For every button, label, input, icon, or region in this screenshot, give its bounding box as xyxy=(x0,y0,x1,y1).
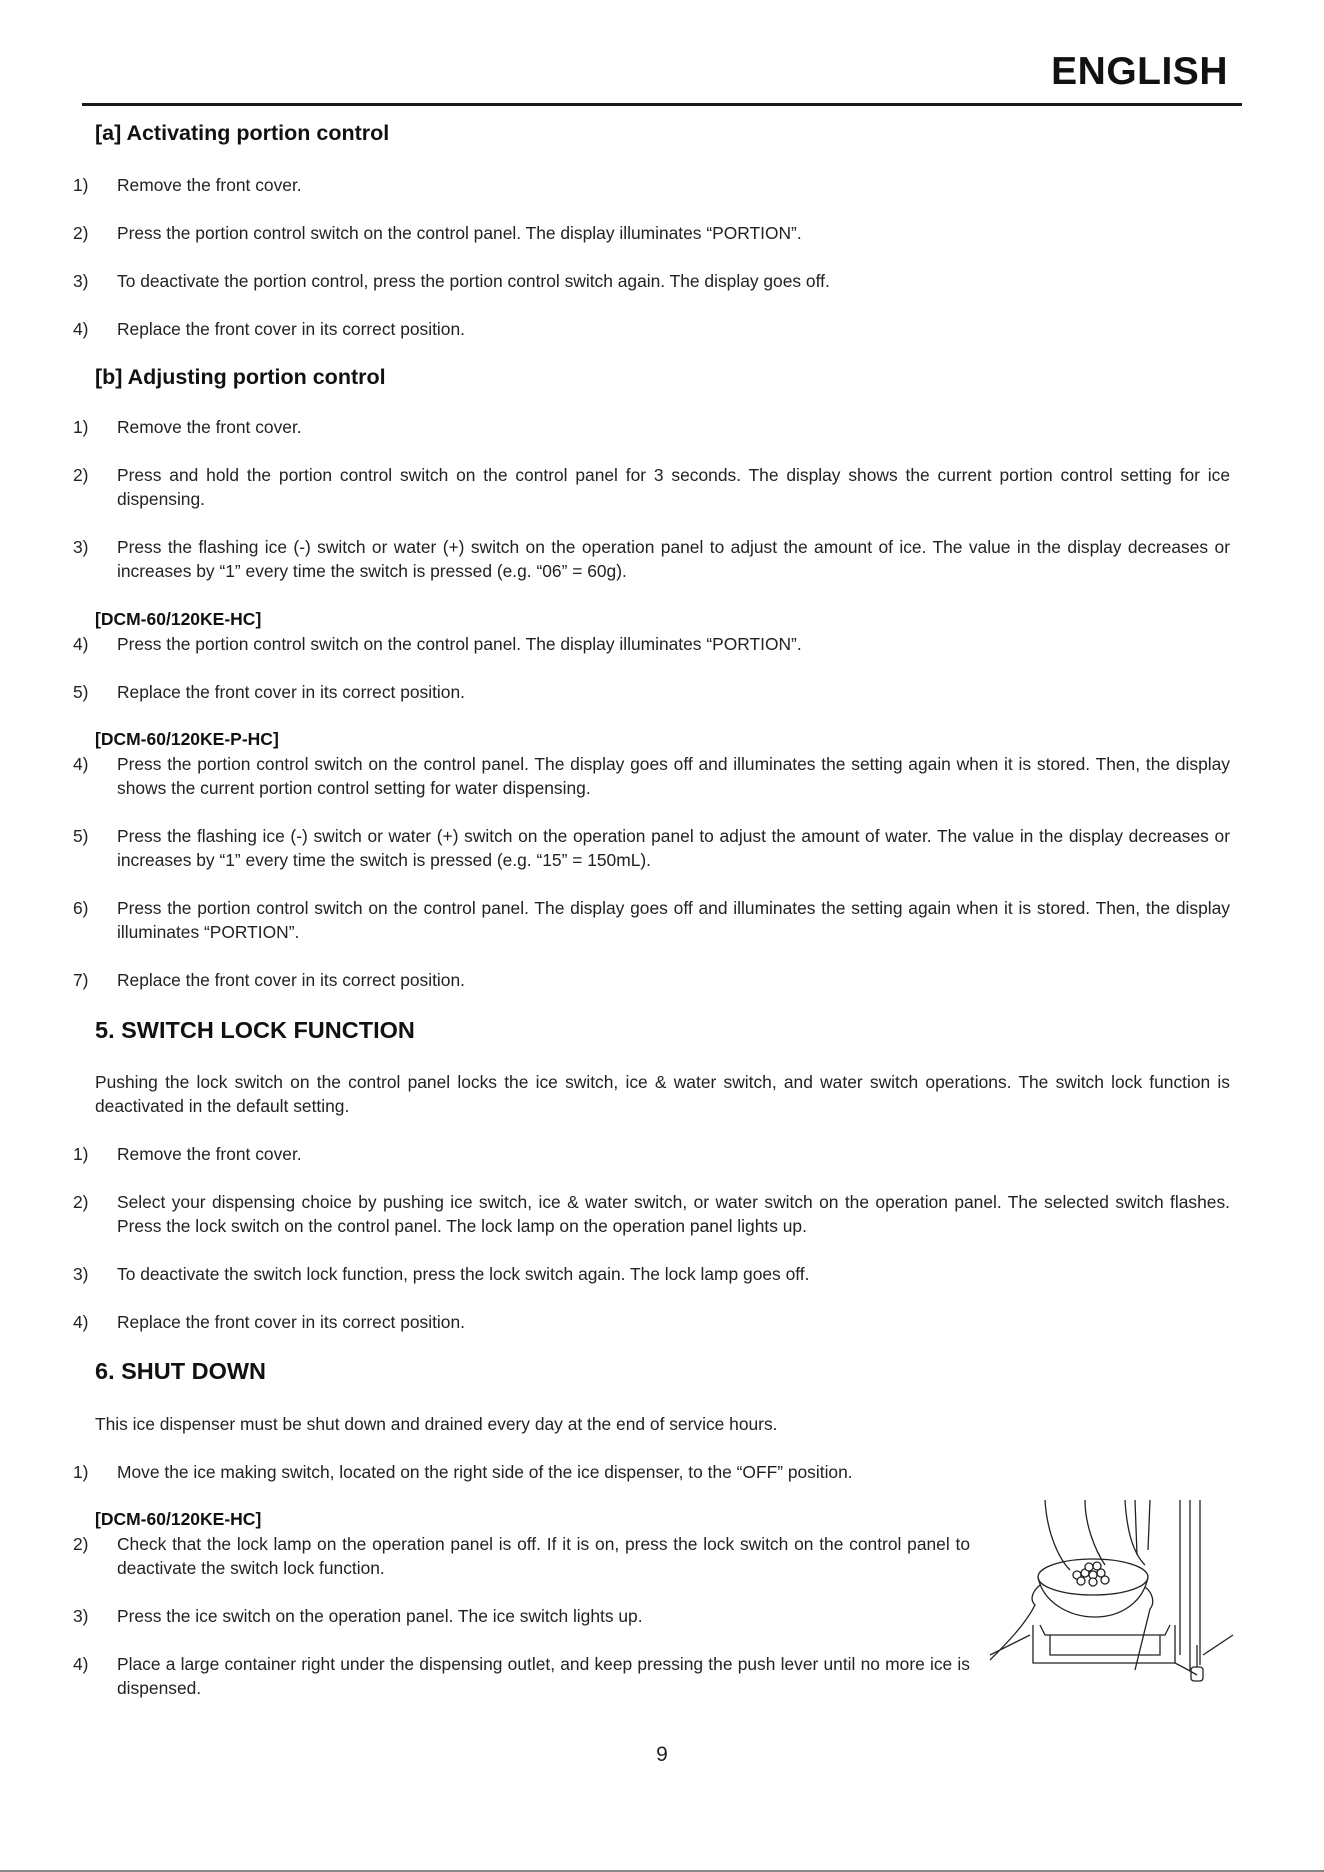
step-phc-5: 5) Press the flashing ice (-) switch or water (+) switch on the operation panel to adjust the amount of water. The value in the display decreases or increases by “1” every time the switch is pressed (e.g. “15” = 150mL). xyxy=(73,826,1230,870)
step-5-2: 2) Select your dispensing choice by pushing ice switch, ice & water switch, or water switch on the operation panel. The selected switch flashes. Press the lock switch on the control panel. The lock lamp on the operation panel lights up. xyxy=(73,1192,1230,1236)
heading-switch-lock-function: 5. SWITCH LOCK FUNCTION xyxy=(95,1017,415,1043)
step-a-2: 2) Press the portion control switch on the control panel. The display illuminates “PORTION”. xyxy=(73,223,802,243)
dispenser-container-illustration xyxy=(985,1495,1235,1735)
step-6-4: 4) Place a large container right under the dispensing outlet, and keep pressing the push lever until no more ice is dispensed. xyxy=(73,1654,970,1698)
step-phc-7: 7) Replace the front cover in its correct position. xyxy=(73,970,465,990)
header-rule xyxy=(82,103,1242,106)
model-label-hc: [DCM-60/120KE-HC] xyxy=(95,609,262,629)
step-b-1: 1) Remove the front cover. xyxy=(73,417,302,437)
page-number: 9 xyxy=(656,1743,668,1766)
step-6-2: 2) Check that the lock lamp on the operation panel is off. If it is on, press the lock switch on the control panel to deactivate the switch lock function. xyxy=(73,1534,970,1578)
model-label-hc-shutdown: [DCM-60/120KE-HC] xyxy=(95,1509,262,1529)
heading-shut-down: 6. SHUT DOWN xyxy=(95,1358,267,1384)
step-a-3: 3) To deactivate the portion control, press the portion control switch again. The display goes off. xyxy=(73,271,830,291)
step-b-3: 3) Press the flashing ice (-) switch or water (+) switch on the operation panel to adjust the amount of ice. The value in the display decreases or increases by “1” every time the switch is pressed (e.g. “06” = 60g). xyxy=(73,537,1230,581)
step-phc-4: 4) Press the portion control switch on the control panel. The display goes off and illuminates the setting again when it is stored. Then, the display shows the current portion control setting for water dispensing. xyxy=(73,754,1230,798)
step-a-4: 4) Replace the front cover in its correct position. xyxy=(73,319,465,339)
language-header: ENGLISH xyxy=(1051,50,1228,93)
step-b-2: 2) Press and hold the portion control switch on the control panel for 3 seconds. The display shows the current portion control setting for ice dispensing. xyxy=(73,465,1230,509)
step-hc-4: 4) Press the portion control switch on the control panel. The display illuminates “PORTION”. xyxy=(73,634,802,654)
step-hc-5: 5) Replace the front cover in its correct position. xyxy=(73,682,465,702)
step-5-4: 4) Replace the front cover in its correct position. xyxy=(73,1312,465,1332)
step-6-1: 1) Move the ice making switch, located on the right side of the ice dispenser, to the “OFF” position. xyxy=(73,1462,853,1482)
step-a-1: 1) Remove the front cover. xyxy=(73,175,302,195)
step-phc-6: 6) Press the portion control switch on the control panel. The display goes off and illuminates the setting again when it is stored. Then, the display illuminates “PORTION”. xyxy=(73,898,1230,942)
step-6-3: 3) Press the ice switch on the operation panel. The ice switch lights up. xyxy=(73,1606,643,1626)
model-label-phc: [DCM-60/120KE-P-HC] xyxy=(95,729,279,749)
shut-down-intro: This ice dispenser must be shut down and drained every day at the end of service hours. xyxy=(95,1414,778,1434)
heading-adjusting-portion-control: [b] Adjusting portion control xyxy=(95,365,386,389)
switch-lock-intro: Pushing the lock switch on the control panel locks the ice switch, ice & water switch, and water switch operations. The switch lock function is deactivated in the default setting. xyxy=(95,1072,1230,1116)
heading-activating-portion-control: [a] Activating portion control xyxy=(95,121,390,145)
step-5-3: 3) To deactivate the switch lock function, press the lock switch again. The lock lamp goes off. xyxy=(73,1264,810,1284)
step-5-1: 1) Remove the front cover. xyxy=(73,1144,302,1164)
